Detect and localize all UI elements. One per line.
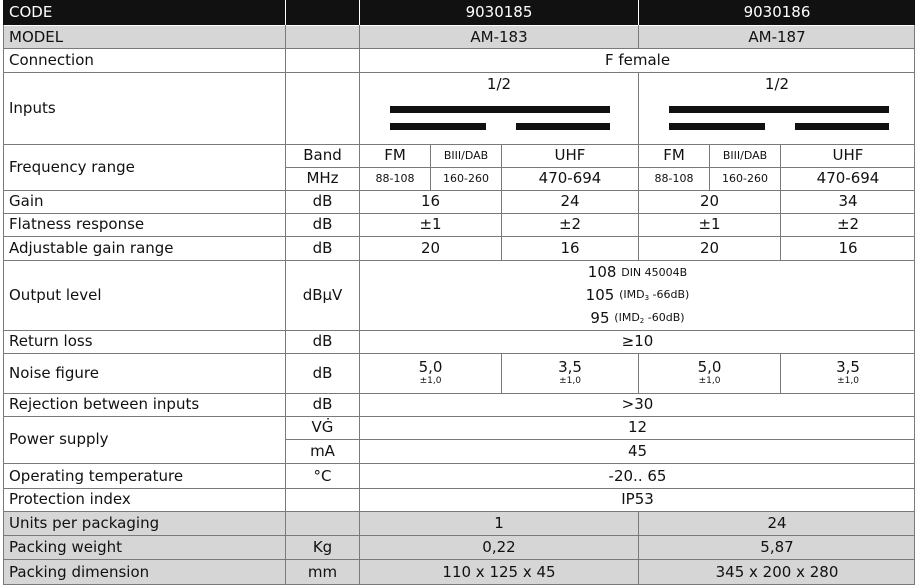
model-value-1: AM-183 <box>360 26 638 48</box>
band-1-dab: BIII/DAB <box>443 149 489 162</box>
divider <box>3 416 915 417</box>
connection-label: Connection <box>9 50 94 69</box>
divider <box>3 260 915 261</box>
inputs-label: Inputs <box>9 98 56 117</box>
divider <box>3 353 915 354</box>
output-note-2: ($IMD_3$ -66dB) <box>619 287 690 302</box>
range-2-dab: 160-260 <box>722 172 768 185</box>
noise-unit: dB <box>312 363 333 382</box>
divider <box>638 511 639 585</box>
noise-cell <box>502 353 638 393</box>
divider <box>3 213 915 214</box>
range-2-uhf: 470-694 <box>816 169 880 187</box>
units-value-2: 24 <box>639 512 915 535</box>
noise-cell <box>639 353 780 393</box>
noise-tolerance: ±1,0 <box>559 376 581 386</box>
gain-value: 16 <box>420 192 441 210</box>
input-bar-2-top <box>669 106 889 113</box>
model-value-2: AM-187 <box>639 26 915 48</box>
flatness-value: ±2 <box>836 215 860 233</box>
divider <box>780 144 781 260</box>
adj-gain-value: 20 <box>420 238 441 257</box>
flatness-value: ±1 <box>419 215 442 233</box>
noise-cell <box>781 353 915 393</box>
divider <box>3 511 915 512</box>
noise-value: 3,5 <box>836 358 860 376</box>
adj-gain-value: 16 <box>560 238 580 257</box>
spec-table <box>3 0 915 586</box>
weight-label: Packing weight <box>3 536 285 559</box>
range-1-dab: 160-260 <box>443 172 489 185</box>
range-1-uhf: 470-694 <box>538 169 602 187</box>
divider <box>638 72 639 144</box>
divider <box>359 0 360 25</box>
rejection-unit: dB <box>312 395 333 413</box>
power-label: Power supply <box>9 430 109 448</box>
adj-gain-value: 16 <box>838 238 858 257</box>
divider <box>638 0 639 25</box>
weight-value-1: 0,22 <box>360 536 638 559</box>
input-bar-2-right <box>795 123 889 130</box>
protection-label: Protection index <box>9 490 131 508</box>
code-label: CODE <box>3 0 285 25</box>
range-2-fm: 88-108 <box>654 172 694 185</box>
connection-value: F female <box>604 50 671 69</box>
frequency-label: Frequency range <box>9 157 135 176</box>
band-1-uhf: UHF <box>554 146 586 164</box>
gain-value: 24 <box>560 192 580 210</box>
divider <box>3 559 915 560</box>
divider <box>286 439 915 440</box>
divider <box>286 167 915 168</box>
divider <box>430 144 431 190</box>
divider <box>3 190 915 191</box>
model-label: MODEL <box>3 26 285 48</box>
divider <box>3 48 915 49</box>
power-unit-v: VĠ <box>311 418 334 436</box>
divider <box>359 25 360 585</box>
band-2-uhf: UHF <box>832 146 864 164</box>
divider <box>3 72 915 73</box>
return-loss-unit: dB <box>312 332 333 350</box>
power-unit-ma: mA <box>310 442 335 460</box>
dimension-label: Packing dimension <box>3 560 285 584</box>
divider <box>285 25 286 585</box>
return-loss-value: ≥10 <box>621 332 654 350</box>
divider <box>3 535 915 536</box>
temperature-label: Operating temperature <box>9 466 184 485</box>
output-line-1 <box>360 261 915 283</box>
divider <box>3 330 915 331</box>
adj-gain-label: Adjustable gain range <box>9 238 174 257</box>
output-value-1: 108 <box>587 262 617 281</box>
divider <box>638 353 639 393</box>
divider <box>3 463 915 464</box>
units-unit-cell <box>286 512 359 535</box>
noise-tolerance: ±1,0 <box>419 376 442 386</box>
rejection-value: >30 <box>621 395 654 413</box>
input-bar-1-left <box>390 123 486 130</box>
output-note-1: DIN 45004B <box>621 265 688 279</box>
noise-value: 5,0 <box>697 358 722 376</box>
output-label: Output level <box>9 285 102 304</box>
divider <box>3 144 915 145</box>
frequency-unit-mhz: MHz <box>306 169 339 187</box>
input-bar-2-left <box>669 123 765 130</box>
divider <box>3 584 915 585</box>
output-value-2: 105 <box>585 285 615 304</box>
noise-label: Noise figure <box>9 363 99 382</box>
temperature-unit: °C <box>313 466 332 485</box>
output-note-3: ($IMD_2$ -60dB) <box>614 310 685 325</box>
divider <box>285 0 286 25</box>
band-1-fm: FM <box>384 146 406 164</box>
gain-label: Gain <box>9 192 44 210</box>
output-line-2 <box>360 284 915 306</box>
dimension-unit: mm <box>286 560 359 584</box>
output-line-3 <box>360 307 915 329</box>
inputs-value-1: 1/2 <box>486 74 512 93</box>
output-unit: dBμV <box>302 285 343 304</box>
units-value-1: 1 <box>360 512 638 535</box>
units-label: Units per packaging <box>3 512 285 535</box>
divider <box>638 25 639 48</box>
protection-value: IP53 <box>621 490 654 508</box>
gain-unit: dB <box>312 192 333 210</box>
code-unit-cell <box>286 0 359 25</box>
divider <box>501 353 502 393</box>
code-value-1: 9030185 <box>360 0 638 25</box>
weight-unit: Kg <box>286 536 359 559</box>
noise-value: 3,5 <box>558 358 582 376</box>
noise-value: 5,0 <box>418 358 443 376</box>
noise-tolerance: ±1,0 <box>698 376 721 386</box>
input-bar-1-top <box>390 106 610 113</box>
band-2-dab: BIII/DAB <box>722 149 768 162</box>
model-unit-cell <box>286 26 359 48</box>
divider <box>3 25 915 26</box>
dimension-value-1: 110 x 125 x 45 <box>360 560 638 584</box>
frequency-unit-band: Band <box>303 146 342 164</box>
divider <box>3 488 915 489</box>
gain-value: 20 <box>699 192 720 210</box>
flatness-label: Flatness response <box>9 215 145 233</box>
divider <box>3 25 4 585</box>
adj-gain-value: 20 <box>699 238 720 257</box>
input-bar-1-right <box>516 123 610 130</box>
power-value-ma: 45 <box>627 442 648 460</box>
weight-value-2: 5,87 <box>639 536 915 559</box>
noise-tolerance: ±1,0 <box>837 376 859 386</box>
divider <box>3 393 915 394</box>
divider <box>709 144 710 190</box>
divider <box>501 144 502 260</box>
dimension-value-2: 345 x 200 x 280 <box>639 560 915 584</box>
flatness-unit: dB <box>312 215 333 233</box>
divider <box>780 353 781 393</box>
flatness-value: ±1 <box>698 215 721 233</box>
inputs-value-2: 1/2 <box>764 74 790 93</box>
divider <box>638 144 639 260</box>
power-value-v: 12 <box>627 418 648 436</box>
output-value-3: 95 <box>590 308 610 327</box>
rejection-label: Rejection between inputs <box>9 395 200 413</box>
code-value-2: 9030186 <box>639 0 915 25</box>
adj-gain-unit: dB <box>312 238 333 257</box>
noise-cell <box>360 353 501 393</box>
return-loss-label: Return loss <box>9 332 93 350</box>
flatness-value: ±2 <box>558 215 582 233</box>
gain-value: 34 <box>838 192 858 210</box>
range-1-fm: 88-108 <box>375 172 415 185</box>
band-2-fm: FM <box>663 146 685 164</box>
divider <box>914 25 915 585</box>
divider <box>3 236 915 237</box>
temperature-value: -20.. 65 <box>608 466 667 485</box>
